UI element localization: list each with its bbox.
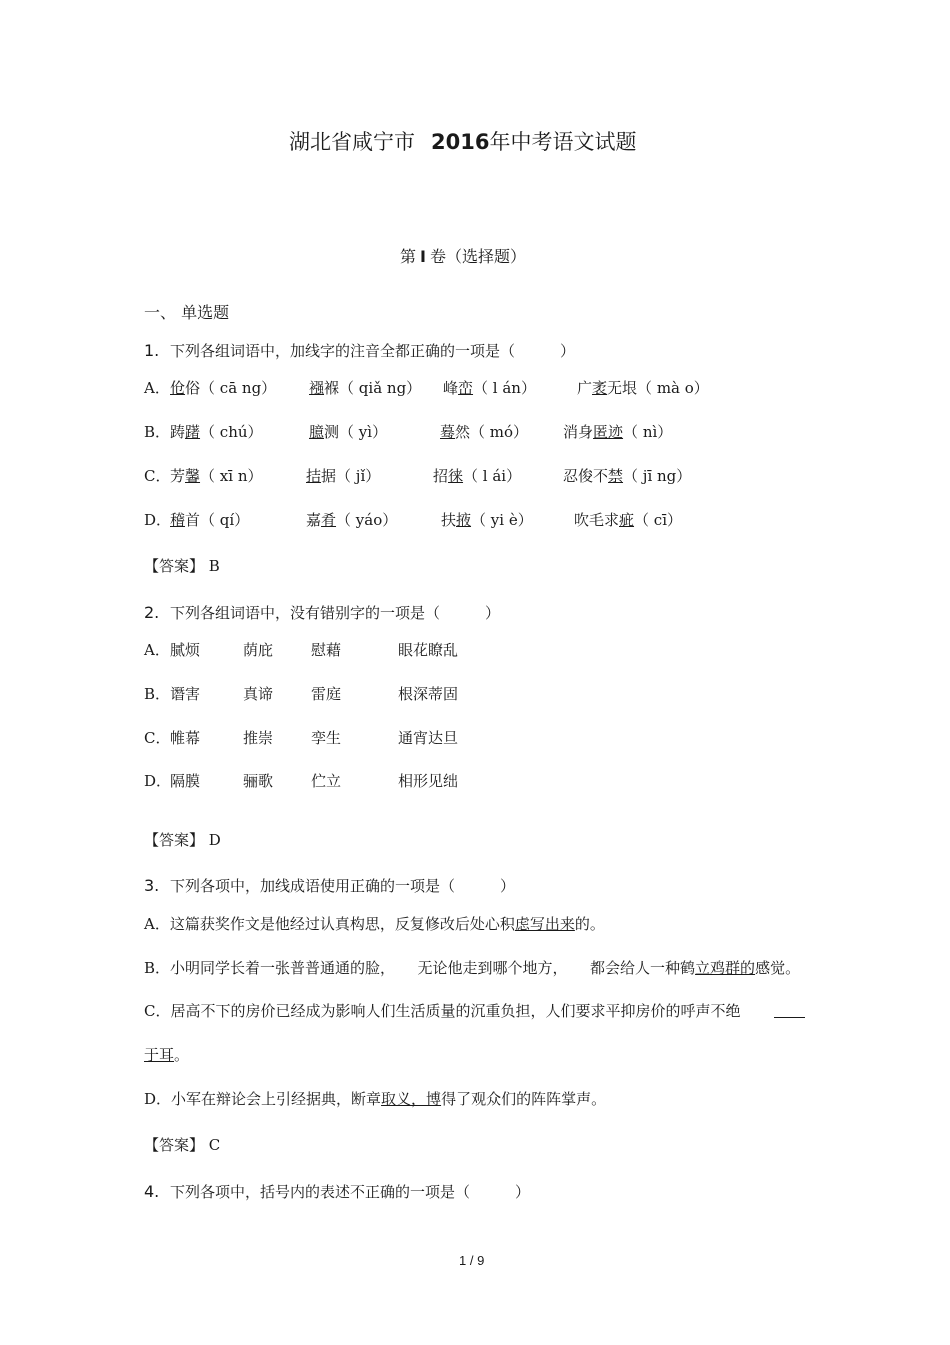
word-part: 吹毛求 <box>574 511 620 529</box>
option-text: 小明同学长着一张普普通通的脸， 无论他走到哪个地方， 都会给人一种鹤 <box>170 959 696 977</box>
q3-option-a <box>144 914 605 934</box>
underlined-char: 匿 <box>593 423 609 441</box>
underlined-char: 伧 <box>170 379 186 397</box>
q1-option-a-item-1 <box>170 378 276 398</box>
underlined-char: 馨 <box>185 467 201 485</box>
pinyin: （ chú） <box>200 423 263 441</box>
q1-option-d-item-3 <box>441 510 533 530</box>
q1-answer: 【答案】 B <box>144 557 220 575</box>
option-text: 这篇获奖作文是他经过认真构思，反复修改后处心积 <box>169 915 515 933</box>
pinyin: （ xī n） <box>200 467 263 485</box>
q1-option-b-item-1 <box>170 422 263 442</box>
word-part: 褓 <box>324 379 340 397</box>
q1-option-c-item-3 <box>433 466 521 486</box>
q2-option-a-word-3: 慰藉 <box>311 641 342 659</box>
pinyin: （ qí） <box>200 511 250 529</box>
option-text: 居高不下的房价已经成为影响人们生活质量的沉重负担，人们要求平抑房价的呼声不绝 <box>170 1002 741 1020</box>
underlined-char: 迹 <box>608 423 624 441</box>
q2-option-a-word-1: 腻烦 <box>170 641 201 659</box>
option-text-end: 的。 <box>574 915 605 933</box>
underlined-char: 疵 <box>619 511 635 529</box>
pinyin: （ qiǎ ng） <box>339 379 422 397</box>
pinyin: （ cā ng） <box>200 379 277 397</box>
q3-option-c-continued <box>144 1045 189 1065</box>
q1-option-b-item-2 <box>309 422 387 442</box>
underlined-idiom: 虑写出来 <box>514 915 575 933</box>
pinyin: （ mà o） <box>637 379 709 397</box>
word-part: 招 <box>433 467 449 485</box>
option-text-end: 。 <box>174 1046 190 1064</box>
pinyin: （ l án） <box>473 379 536 397</box>
q2-answer: 【答案】 D <box>144 831 221 849</box>
question-2-stem <box>144 603 500 623</box>
question-3-text: 下列各项中，加线成语使用正确的一项是（ ） <box>170 877 516 895</box>
option-label: A． <box>144 915 170 933</box>
word-part: 首 <box>185 511 201 529</box>
q2-option-d-word-1: 隔膜 <box>170 772 201 790</box>
word-part: 嘉 <box>306 511 322 529</box>
question-4-number: 4. <box>144 1182 160 1201</box>
underlined-char: 徕 <box>448 467 464 485</box>
underlined-char: 肴 <box>321 511 337 529</box>
page-number: 1 / 9 <box>459 1253 485 1268</box>
section-roman: I <box>420 247 426 266</box>
section-heading <box>400 247 526 267</box>
q2-option-c-word-2: 推崇 <box>243 729 274 747</box>
q1-option-d-item-4 <box>574 510 682 530</box>
word-part: 芳 <box>170 467 186 485</box>
q1-option-b-item-4 <box>563 422 672 442</box>
option-label: B． <box>144 959 171 977</box>
q2-option-b-word-2: 真谛 <box>243 685 274 703</box>
word-part: 然 <box>455 423 471 441</box>
pinyin: （ mó） <box>470 423 529 441</box>
question-1-number: 1. <box>144 341 160 360</box>
pinyin: （ l ái） <box>463 467 522 485</box>
pinyin: （ jǐ） <box>336 467 381 485</box>
q1-option-c-item-1 <box>170 466 263 486</box>
q1-option-d-item-1 <box>170 510 249 530</box>
q1-option-c-item-2 <box>306 466 380 486</box>
option-text: 小军在辩论会上引经据典，断章 <box>171 1090 382 1108</box>
section-post: 卷（选择题） <box>429 247 526 266</box>
q2-option-d-word-4: 相形见绌 <box>398 772 459 790</box>
underlined-idiom: 于耳 <box>144 1046 175 1064</box>
q3-option-c <box>144 1001 741 1021</box>
underlined-char: 禁 <box>608 467 624 485</box>
option-label: D． <box>144 1090 172 1108</box>
word-part: 据 <box>321 467 337 485</box>
q2-option-d-label: D． <box>144 772 172 790</box>
title-year: 2016 <box>431 130 490 154</box>
word-part: 消身 <box>563 423 594 441</box>
q2-option-c-label: C． <box>144 729 171 747</box>
q2-option-b-word-1: 谮害 <box>170 685 201 703</box>
pinyin: （ yì） <box>339 423 388 441</box>
title-suffix: 年中考语文试题 <box>489 130 637 154</box>
underlined-char: 拮 <box>306 467 322 485</box>
q1-option-d-label: D． <box>144 511 172 529</box>
underlined-char: 蓦 <box>440 423 456 441</box>
word-part: 峰 <box>443 379 459 397</box>
pinyin: （ yáo） <box>336 511 398 529</box>
word-part: 广 <box>577 379 593 397</box>
underlined-char: 臆 <box>309 423 325 441</box>
option-text-end: 感觉。 <box>755 959 801 977</box>
q2-option-b-word-4: 根深蒂固 <box>398 685 459 703</box>
underlined-idiom: 取义，博 <box>381 1090 442 1108</box>
underlined-char: 襁 <box>309 379 325 397</box>
q1-option-a-item-4 <box>577 378 709 398</box>
underlined-idiom: 立鸡群的 <box>695 959 756 977</box>
section-pre: 第 <box>400 247 417 266</box>
word-part: 踌 <box>170 423 186 441</box>
q2-option-c-word-1: 帷幕 <box>170 729 201 747</box>
q3-answer: 【答案】 C <box>144 1136 221 1154</box>
q1-option-a-label: A． <box>144 379 170 397</box>
word-part: 忍俊不 <box>563 467 609 485</box>
title-prefix: 湖北省咸宁市 <box>289 130 415 154</box>
underlined-char: 躇 <box>185 423 201 441</box>
q2-option-c-word-4: 通宵达旦 <box>398 729 459 747</box>
q2-option-a-label: A． <box>144 641 170 659</box>
option-text-end: 得了观众们的阵阵掌声。 <box>441 1090 607 1108</box>
option-label: C． <box>144 1002 171 1020</box>
question-3-stem <box>144 876 515 896</box>
document-title <box>289 128 636 156</box>
q1-option-a-item-2 <box>309 378 421 398</box>
part-heading: 一、 单选题 <box>144 303 230 322</box>
word-part: 无垠 <box>607 379 638 397</box>
q1-option-d-item-2 <box>306 510 397 530</box>
q3-option-b <box>144 958 800 978</box>
question-2-number: 2. <box>144 603 160 622</box>
q2-option-c-word-3: 孪生 <box>311 729 342 747</box>
word-part: 俗 <box>185 379 201 397</box>
q2-option-b-word-3: 雷庭 <box>311 685 342 703</box>
q1-option-a-item-3 <box>443 378 536 398</box>
pinyin: （ cī） <box>634 511 682 529</box>
q1-option-b-label: B． <box>144 423 171 441</box>
underline-blank <box>774 1017 805 1018</box>
question-1-text: 下列各组词语中，加线字的注音全都正确的一项是（ ） <box>170 342 576 360</box>
q2-option-b-label: B． <box>144 685 171 703</box>
question-3-number: 3. <box>144 876 160 895</box>
q2-option-d-word-3: 伫立 <box>311 772 342 790</box>
underlined-char: 袤 <box>592 379 608 397</box>
pinyin: （ yi è） <box>471 511 533 529</box>
underlined-char: 掖 <box>456 511 472 529</box>
q2-option-d-word-2: 骊歌 <box>243 772 274 790</box>
question-2-text: 下列各组词语中，没有错别字的一项是（ ） <box>170 604 501 622</box>
pinyin: （ nì） <box>623 423 673 441</box>
q1-option-b-item-3 <box>440 422 528 442</box>
q2-option-a-word-4: 眼花瞭乱 <box>398 641 459 659</box>
q1-option-c-label: C． <box>144 467 171 485</box>
question-4-text: 下列各项中，括号内的表述不正确的一项是（ ） <box>170 1183 531 1201</box>
q2-option-a-word-2: 荫庇 <box>243 641 274 659</box>
question-4-stem <box>144 1182 530 1202</box>
word-part: 扶 <box>441 511 457 529</box>
underlined-char: 稽 <box>170 511 186 529</box>
question-1-stem <box>144 341 575 361</box>
word-part: 测 <box>324 423 340 441</box>
q1-option-c-item-4 <box>563 466 691 486</box>
underlined-char: 峦 <box>458 379 474 397</box>
pinyin: （ jī ng） <box>623 467 692 485</box>
q3-option-d <box>144 1089 606 1109</box>
